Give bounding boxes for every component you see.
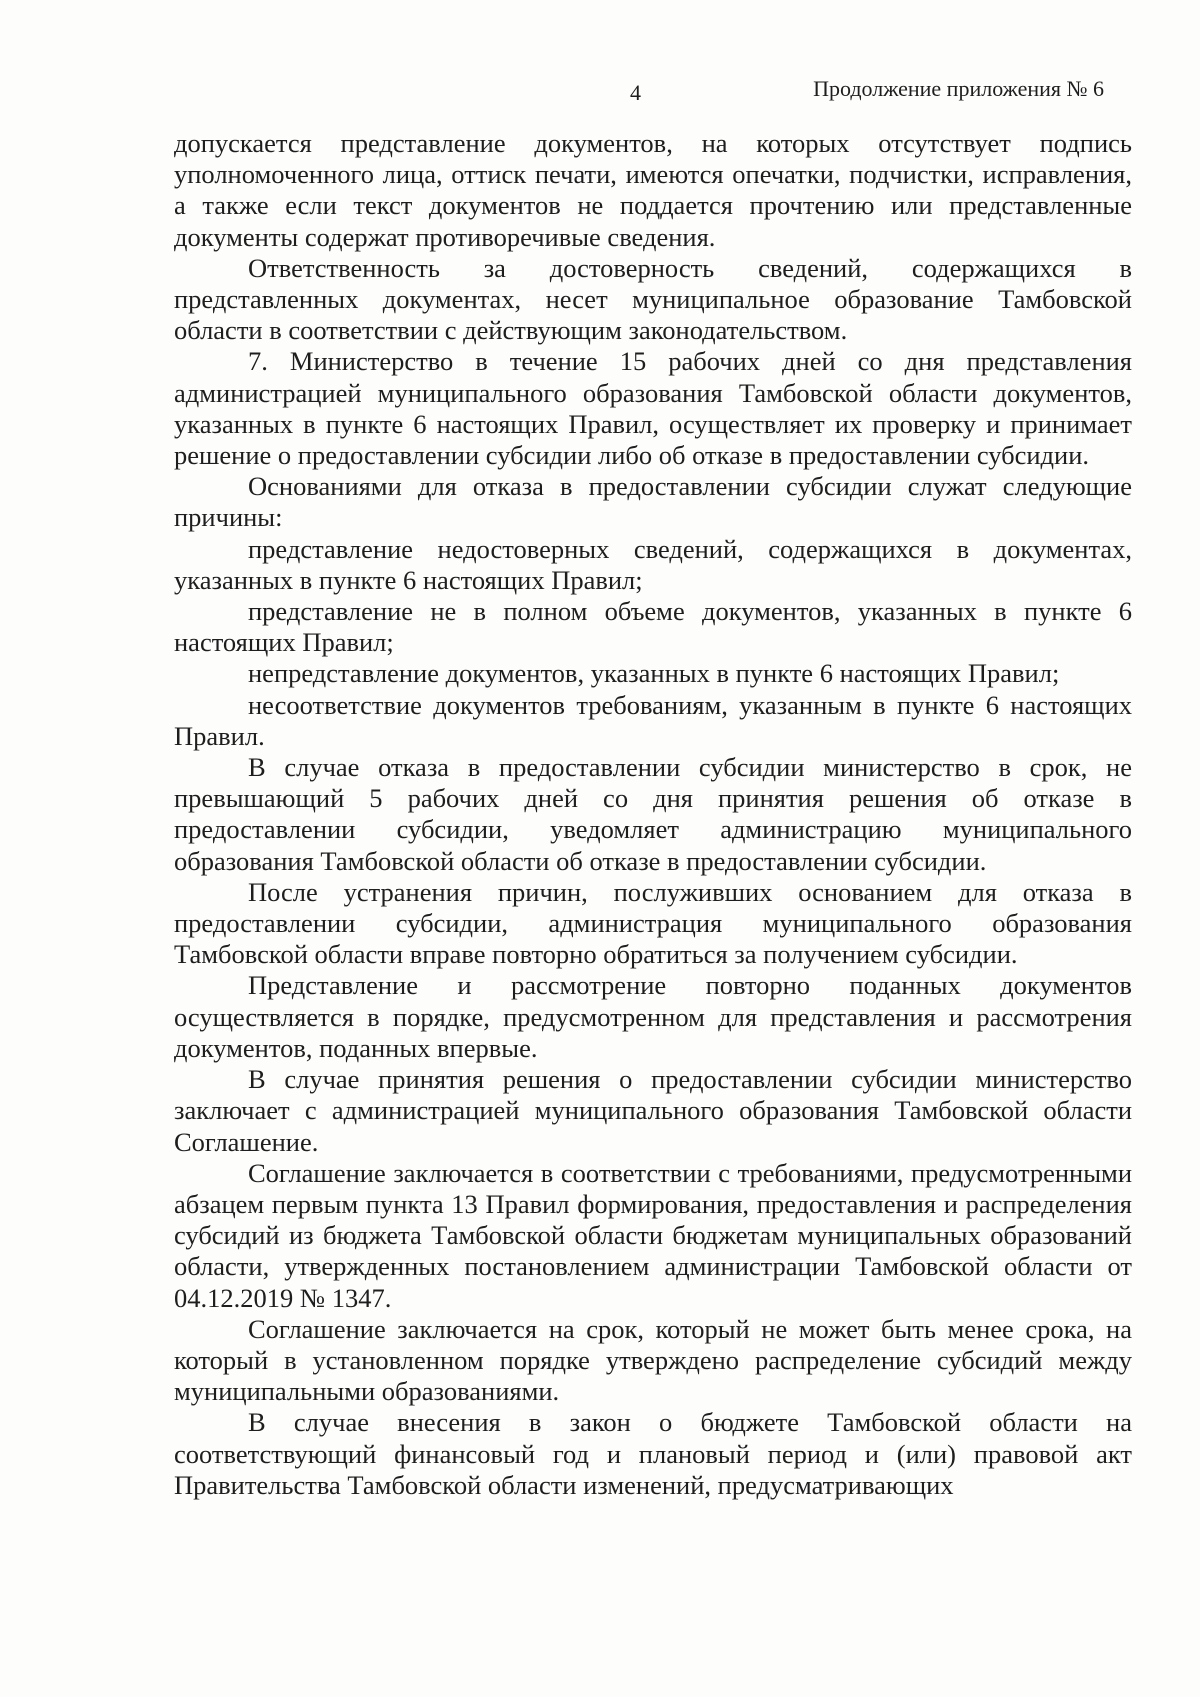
paragraph: Соглашение заключается на срок, который не может быть менее срока, на который в установленном порядке утверждено распределение субсидий между муниципальными образованиями.: [174, 1313, 1132, 1407]
document-body: [174, 128, 1132, 1501]
paragraph: Представление и рассмотрение повторно поданных документов осуществляется в порядке, предусмотренном для представления и рассмотрения документов, поданных впервые.: [174, 970, 1132, 1063]
paragraph: После устранения причин, послуживших основанием для отказа в предоставлении субсидии, администрация муниципального образования Тамбовской области вправе повторно обратиться за получением субсидии.: [174, 876, 1132, 970]
paragraph: Основаниями для отказа в предоставлении субсидии служат следующие причины:: [174, 471, 1132, 533]
paragraph: В случае отказа в предоставлении субсидии министерство в срок, не превышающий 5 рабочих дней со дня принятия решения об отказе в предоставлении субсидии, уведомляет администрацию муниципального образования Тамбовской области об отказе в предоставлении субсидии.: [174, 752, 1132, 876]
paragraph: допускается представление документов, на которых отсутствует подпись уполномоченного лица, оттиск печати, имеются опечатки, подчистки, исправления, а также если текст документов не поддается прочтению или представленные документы содержат противоречивые сведения.: [174, 128, 1132, 252]
paragraph: Ответственность за достоверность сведений, содержащихся в представленных документах, несет муниципальное образование Тамбовской области в соответствии с действующим законодательством.: [174, 252, 1132, 346]
appendix-continuation-label: Продолжение приложения № 6: [813, 76, 1104, 101]
paragraph: несоответствие документов требованиям, указанным в пункте 6 настоящих Правил.: [174, 689, 1132, 751]
paragraph: В случае внесения в закон о бюджете Тамбовской области на соответствующий финансовый год и плановый период и (или) правовой акт Правительства Тамбовской области изменений, предусматривающих: [174, 1407, 1132, 1500]
paragraph: непредставление документов, указанных в пункте 6 настоящих Правил;: [248, 658, 1060, 689]
paragraph: 7. Министерство в течение 15 рабочих дней со дня представления администрацией муниципального образования Тамбовской области документов, указанных в пункте 6 настоящих Правил, осуществляет их проверку и принимает решение о предоставлении субсидии либо об отказе в предоставлении субсидии.: [174, 346, 1132, 471]
page-number: 4: [630, 80, 641, 105]
paragraph: представление не в полном объеме документов, указанных в пункте 6 настоящих Правил;: [174, 596, 1132, 658]
paragraph: представление недостоверных сведений, содержащихся в документах, указанных в пункте 6 настоящих Правил;: [174, 533, 1132, 595]
paragraph: В случае принятия решения о предоставлении субсидии министерство заключает с администрацией муниципального образования Тамбовской области Соглашение.: [174, 1064, 1132, 1157]
paragraph: Соглашение заключается в соответствии с требованиями, предусмотренными абзацем первым пункта 13 Правил формирования, предоставления и распределения субсидий из бюджета Тамбовской области бюджетам муниципальных образований области, утвержденных постановлением администрации Тамбовской области от 04.12.2019 № 1347.: [174, 1157, 1132, 1313]
